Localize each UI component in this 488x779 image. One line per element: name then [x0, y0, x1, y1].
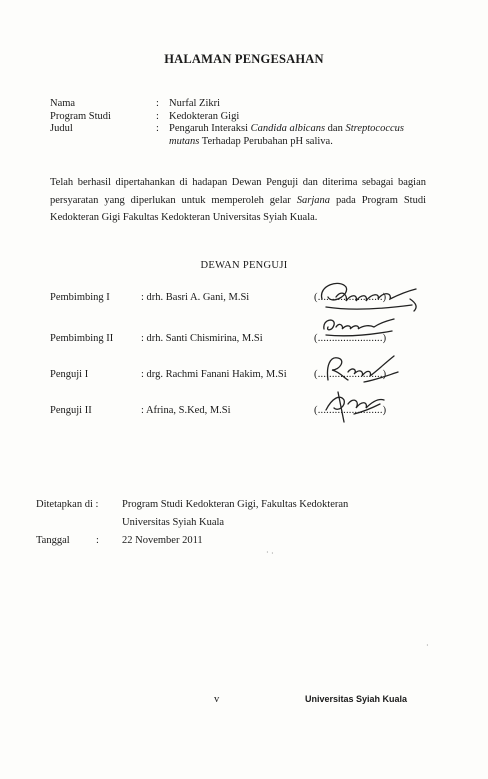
identity-row-name	[50, 98, 450, 111]
decision-place: Program Studi Kedokteran Gigi, Fakultas Kedokteran	[122, 499, 349, 510]
species-name: Streptococcus	[345, 123, 404, 134]
examiner-role: Pembimbing I	[50, 292, 110, 303]
signature-line: (.......................)	[314, 292, 387, 303]
examiner-role: Pembimbing II	[50, 333, 114, 344]
program-value: Kedokteran Gigi	[169, 110, 240, 122]
colon: :	[156, 123, 159, 134]
colon: :	[156, 110, 159, 122]
signature-afrina	[318, 388, 398, 424]
signature-line: (.......................)	[314, 369, 387, 380]
statement-text: pada Program Studi Kedokteran Gigi Fakultas Kedokteran Universitas Syiah Kuala.	[50, 194, 426, 223]
degree-name: Sarjana	[296, 194, 331, 206]
scan-speck: ·	[271, 549, 274, 558]
examiner-name: : drh. Santi Chismirina, M.Si	[141, 333, 263, 344]
page-number: v	[214, 694, 220, 705]
colon: :	[156, 98, 159, 109]
decision-date-row	[36, 535, 446, 553]
scan-speck: ·	[426, 641, 429, 650]
decision-place-continued: Universitas Syiah Kuala	[122, 517, 225, 528]
thesis-title-label: Judul	[50, 123, 73, 134]
signature-line: (.......................)	[314, 405, 387, 416]
species-name: Candida albicans	[250, 123, 326, 134]
date-value: 22 November 2011	[122, 535, 203, 546]
date-label: Tanggal	[36, 535, 70, 546]
species-name: mutans	[169, 135, 200, 147]
signature-basri	[312, 277, 424, 315]
identity-row-program	[50, 111, 450, 124]
signature-santi	[318, 315, 408, 341]
examiner-name: : Afrina, S.Ked, M.Si	[141, 405, 231, 416]
thesis-title-text: dan	[325, 123, 346, 134]
date-colon: :	[96, 535, 99, 546]
page-title: HALAMAN PENGESAHAN	[164, 52, 324, 66]
footer-university: Universitas Syiah Kuala	[305, 694, 408, 704]
thesis-title-text: Terhadap Perubahan pH saliva.	[199, 135, 333, 147]
decision-place-row-2	[36, 517, 446, 535]
approval-statement	[50, 174, 426, 227]
name-value: Nurfal Zikri	[169, 98, 221, 109]
scan-speck: ·	[266, 548, 269, 557]
decision-place-row	[36, 499, 446, 517]
thesis-title-text: Pengaruh Interaksi	[169, 123, 251, 134]
signature-rachmi	[320, 352, 406, 386]
name-label: Nama	[50, 98, 76, 109]
examiner-name: : drh. Basri A. Gani, M.Si	[141, 292, 250, 303]
examiner-role: Penguji II	[50, 405, 92, 416]
decision-label: Ditetapkan di :	[36, 499, 99, 510]
examiner-name: : drg. Rachmi Fanani Hakim, M.Si	[141, 369, 287, 380]
program-label: Program Studi	[50, 110, 111, 122]
statement-text: Telah berhasil dipertahankan di hadapan Dewan Penguji dan diterima sebagai bagian persyaratan yang diperlukan untuk memperoleh gelar	[50, 177, 426, 206]
identity-row-title	[50, 123, 450, 148]
thesis-title-value	[169, 123, 450, 148]
examiner-role: Penguji I	[50, 369, 89, 380]
identity-block	[50, 98, 450, 148]
signature-line: (.......................)	[314, 333, 387, 344]
board-title: DEWAN PENGUJI	[200, 260, 288, 271]
decision-block	[36, 499, 446, 553]
